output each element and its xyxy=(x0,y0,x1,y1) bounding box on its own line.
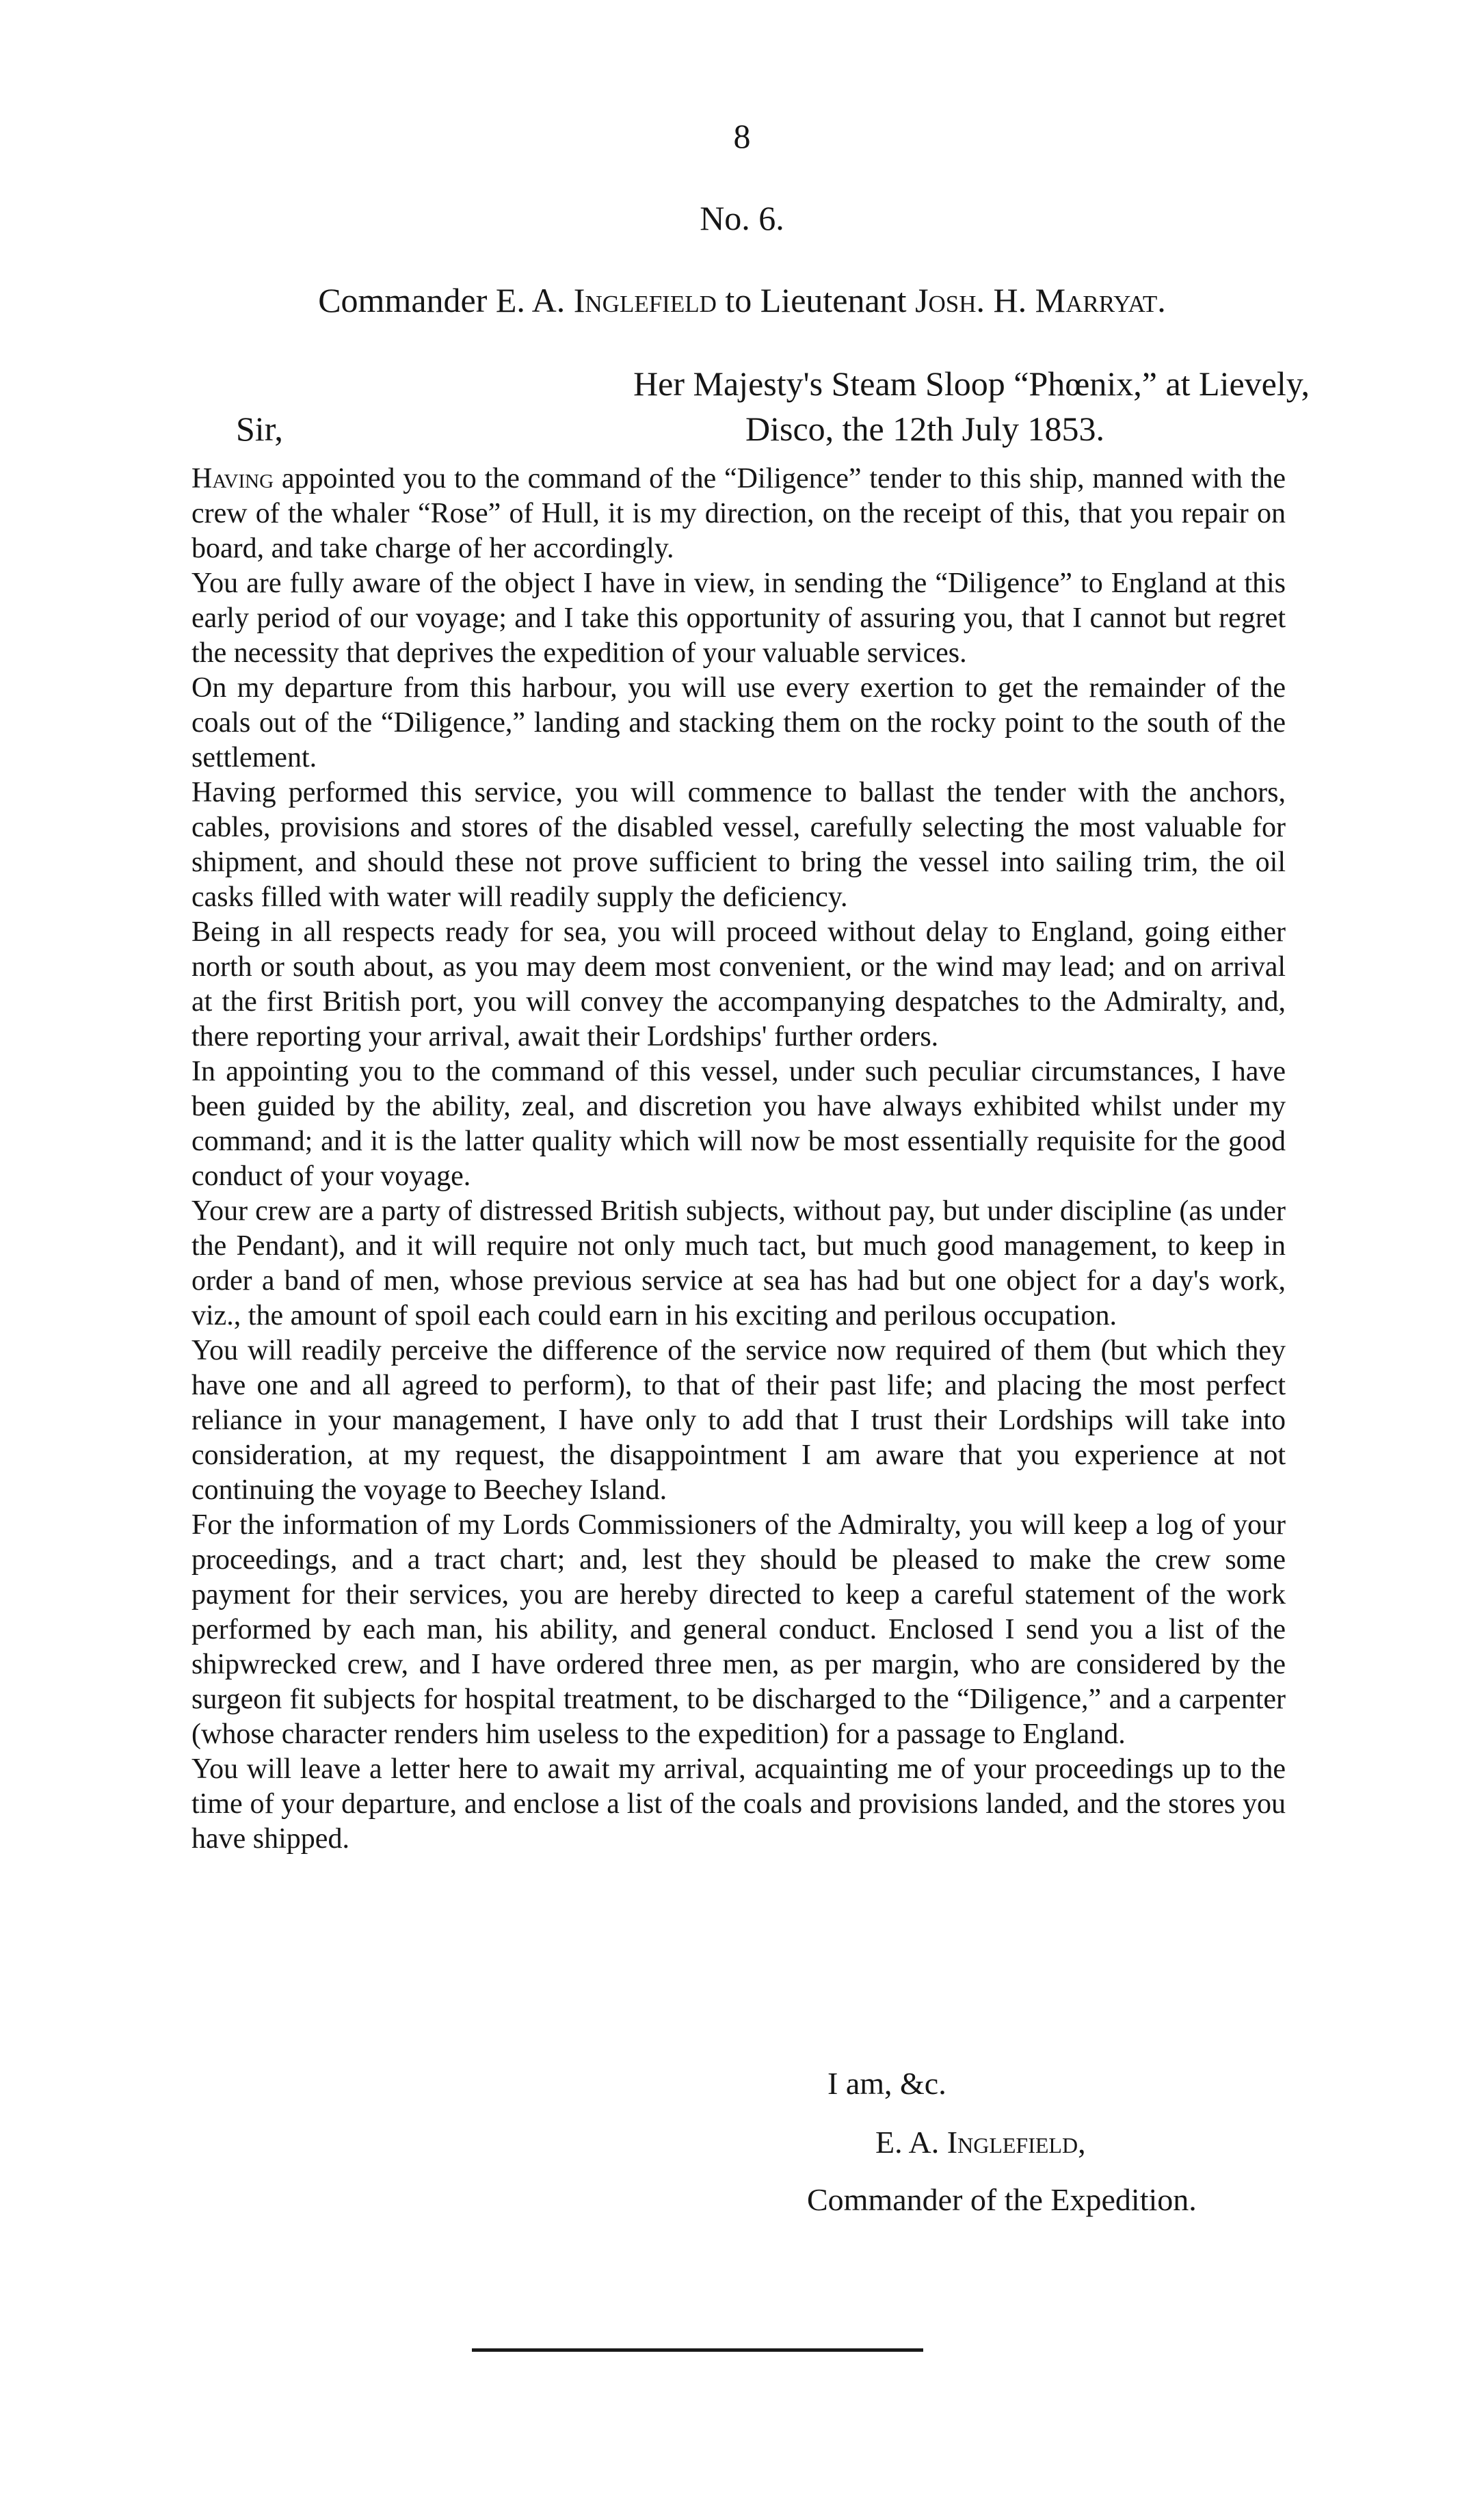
paragraph-6: In appointing you to the command of this vessel, under such peculiar circumstances, I have been guided by the ability, zeal, and discretion you have always exhibited whilst under my command; and it is the latter quality which will now be most essentially requisite for the good conduct of your voyage. xyxy=(191,1056,1286,1192)
page-number: 8 xyxy=(733,117,751,155)
paragraph-8: You will readily perceive the difference of the service now required of them (but which they have one and all agreed to perform), to that of their past life; and placing the most perfect reliance in your management, I have only to add that I trust their Lordships will take into consideration, at my request, the disappointment I am aware that you experience at not continuing the voyage to Beechey Island. xyxy=(191,1335,1286,1506)
heading-prefix: Commander E. A. xyxy=(318,281,574,319)
signature-name: E. A. Inglefield, xyxy=(875,2125,1086,2160)
letter-heading xyxy=(0,280,1484,320)
dateline-line-1: Her Majesty's Steam Sloop “Phœnix,” at Lievely, xyxy=(633,364,1310,403)
heading-middle: to Lieutenant xyxy=(716,281,916,319)
signature-title: Commander of the Expedition. xyxy=(807,2182,1197,2217)
paragraph-2: You are fully aware of the object I have in view, in sending the “Diligence” to England at this early period of our voyage; and I take this opportunity of assuring you, that I cannot but regret the necessity that deprives the expedition of your valuable services. xyxy=(191,568,1286,669)
paragraph-1: Having appointed you to the command of the “Diligence” tender to this ship, manned with the crew of the whaler “Rose” of Hull, it is my direction, on the receipt of this, that you repair on board, and take charge of her accordingly. xyxy=(191,463,1286,564)
paragraph-4: Having performed this service, you will commence to ballast the tender with the anchors, cables, provisions and stores of the disabled vessel, carefully selecting the most valuable for shipment, and should these not prove sufficient to bring the vessel into sailing trim, the oil casks filled with water will readily supply the deficiency. xyxy=(191,777,1286,913)
paragraph-5: Being in all respects ready for sea, you will proceed without delay to England, going either north or south about, as you may deem most convenient, or the wind may lead; and on arrival at the first British port, you will convey the accompanying despatches to the Admiralty, and, there reporting your arrival, await their Lordships' further orders. xyxy=(191,916,1286,1052)
paragraph-10: You will leave a letter here to await my arrival, acquainting me of your proceedings up to the time of your departure, and enclose a list of the coals and provisions landed, and the stores you have shipped. xyxy=(191,1753,1286,1855)
heading-from-name: Inglefield xyxy=(573,281,717,319)
divider-rule xyxy=(472,2348,923,2352)
dateline-line-2: Disco, the 12th July 1853. xyxy=(745,410,1104,448)
paragraph-9: For the information of my Lords Commissioners of the Admiralty, you will keep a log of your proceedings, and a tract chart; and, lest they should be pleased to make the crew some payment for their services, you are hereby directed to keep a careful statement of the work performed by each man, his ability, and general conduct. Enclosed I send you a list of the shipwrecked crew, and I have ordered three men, as per margin, who are considered by the surgeon fit subjects for hospital treatment, to be discharged to the “Diligence,” and a carpenter (whose character renders him useless to the expedition) for a passage to England. xyxy=(191,1509,1286,1750)
letter-body xyxy=(191,462,1286,1857)
paragraph-lead: Having xyxy=(191,463,274,494)
document-number: No. 6. xyxy=(700,199,784,237)
closing: I am, &c. xyxy=(827,2066,946,2101)
paragraph-3: On my departure from this harbour, you will use every exertion to get the remainder of the coals out of the “Diligence,” landing and stacking them on the rocky point to the south of the settlement. xyxy=(191,672,1286,773)
heading-to-name: Josh. H. Marryat. xyxy=(915,281,1166,319)
paragraph-7: Your crew are a party of distressed British subjects, without pay, but under discipline (as under the Pendant), and it will require not only much tact, but much good management, to keep in order a band of men, whose previous service at sea has had but one object for a day's work, viz., the amount of spoil each could earn in his exciting and perilous occupation. xyxy=(191,1195,1286,1331)
salutation: Sir, xyxy=(236,410,283,448)
